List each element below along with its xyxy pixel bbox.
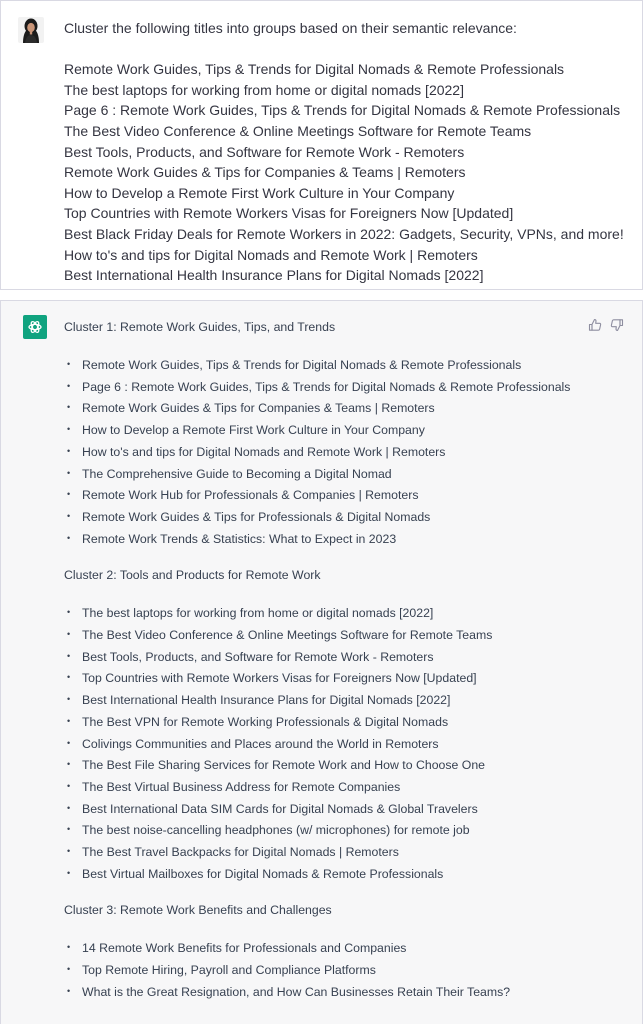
assistant-message <box>0 300 643 1024</box>
cluster-list <box>64 355 624 550</box>
user-title: How to Develop a Remote First Work Culture in Your Company <box>64 184 455 201</box>
cluster-list <box>64 938 624 1003</box>
message-divider <box>0 290 643 300</box>
assistant-message-text <box>64 318 624 1020</box>
list-item: • Top Remote Hiring, Payroll and Compliance Platforms <box>64 960 624 982</box>
list-item: • The best laptops for working from home or digital nomads [2022] <box>64 603 624 625</box>
cluster <box>64 566 624 885</box>
user-title: Top Countries with Remote Workers Visas for Foreigners Now [Updated] <box>64 205 514 222</box>
list-item: • Best International Health Insurance Plans for Digital Nomads [2022] <box>64 690 624 712</box>
cluster-heading: Cluster 2: Tools and Products for Remote Work <box>64 568 321 583</box>
list-item: • The Best Travel Backpacks for Digital Nomads | Remoters <box>64 842 624 864</box>
list-item: • How to Develop a Remote First Work Culture in Your Company <box>64 420 624 442</box>
user-message-text <box>64 18 634 286</box>
user-prompt: Cluster the following titles into groups based on their semantic relevance: <box>64 20 517 36</box>
list-item: • Remote Work Trends & Statistics: What to Expect in 2023 <box>64 529 624 551</box>
user-title: Best Black Friday Deals for Remote Workers in 2022: Gadgets, Security, VPNs, and more! <box>64 225 624 242</box>
user-title: The Best Video Conference & Online Meetings Software for Remote Teams <box>64 122 532 139</box>
cluster <box>64 318 624 550</box>
user-title: Best International Health Insurance Plans for Digital Nomads [2022] <box>64 267 484 284</box>
list-item: • What is the Great Resignation, and How Can Businesses Retain Their Teams? <box>64 982 624 1004</box>
list-item: • Best Virtual Mailboxes for Digital Nomads & Remote Professionals <box>64 864 624 886</box>
cluster-heading: Cluster 1: Remote Work Guides, Tips, and Trends <box>64 320 336 334</box>
user-title: How to's and tips for Digital Nomads and Remote Work | Remoters <box>64 246 478 263</box>
openai-logo-icon <box>23 315 47 339</box>
list-item: • The Best VPN for Remote Working Professionals & Digital Nomads <box>64 712 624 734</box>
list-item: • Remote Work Guides & Tips for Companies & Teams | Remoters <box>64 398 624 420</box>
cluster-list <box>64 603 624 885</box>
user-avatar <box>18 17 44 43</box>
user-title: Page 6 : Remote Work Guides, Tips & Trends for Digital Nomads & Remote Professionals <box>64 102 621 119</box>
list-item: • The best noise-cancelling headphones (w/ microphones) for remote job <box>64 820 624 842</box>
list-item: • Colivings Communities and Places around the World in Remoters <box>64 734 624 756</box>
user-message <box>0 0 643 290</box>
list-item: • Best International Data SIM Cards for Digital Nomads & Global Travelers <box>64 799 624 821</box>
list-item: • Best Tools, Products, and Software for Remote Work - Remoters <box>64 647 624 669</box>
list-item: • The Best Video Conference & Online Meetings Software for Remote Teams <box>64 625 624 647</box>
list-item: • The Comprehensive Guide to Becoming a Digital Nomad <box>64 464 624 486</box>
list-item: • Remote Work Guides & Tips for Professionals & Digital Nomads <box>64 507 624 529</box>
list-item: • Remote Work Hub for Professionals & Companies | Remoters <box>64 485 624 507</box>
list-item: • How to's and tips for Digital Nomads and Remote Work | Remoters <box>64 442 624 464</box>
user-title: Best Tools, Products, and Software for Remote Work - Remoters <box>64 143 465 160</box>
cluster-heading: Cluster 3: Remote Work Benefits and Challenges <box>64 903 332 918</box>
user-title: The best laptops for working from home or digital nomads [2022] <box>64 81 464 98</box>
list-item: • Remote Work Guides, Tips & Trends for Digital Nomads & Remote Professionals <box>64 355 624 377</box>
list-item: • Page 6 : Remote Work Guides, Tips & Trends for Digital Nomads & Remote Professionals <box>64 377 624 399</box>
user-avatar-image <box>18 17 44 43</box>
list-item: • 14 Remote Work Benefits for Professionals and Companies <box>64 938 624 960</box>
user-title: Remote Work Guides & Tips for Companies & Teams | Remoters <box>64 164 466 181</box>
cluster <box>64 901 624 1003</box>
user-title: Remote Work Guides, Tips & Trends for Digital Nomads & Remote Professionals <box>64 61 565 78</box>
list-item: • Top Countries with Remote Workers Visas for Foreigners Now [Updated] <box>64 668 624 690</box>
list-item: • The Best File Sharing Services for Remote Work and How to Choose One <box>64 755 624 777</box>
list-item: • The Best Virtual Business Address for Remote Companies <box>64 777 624 799</box>
